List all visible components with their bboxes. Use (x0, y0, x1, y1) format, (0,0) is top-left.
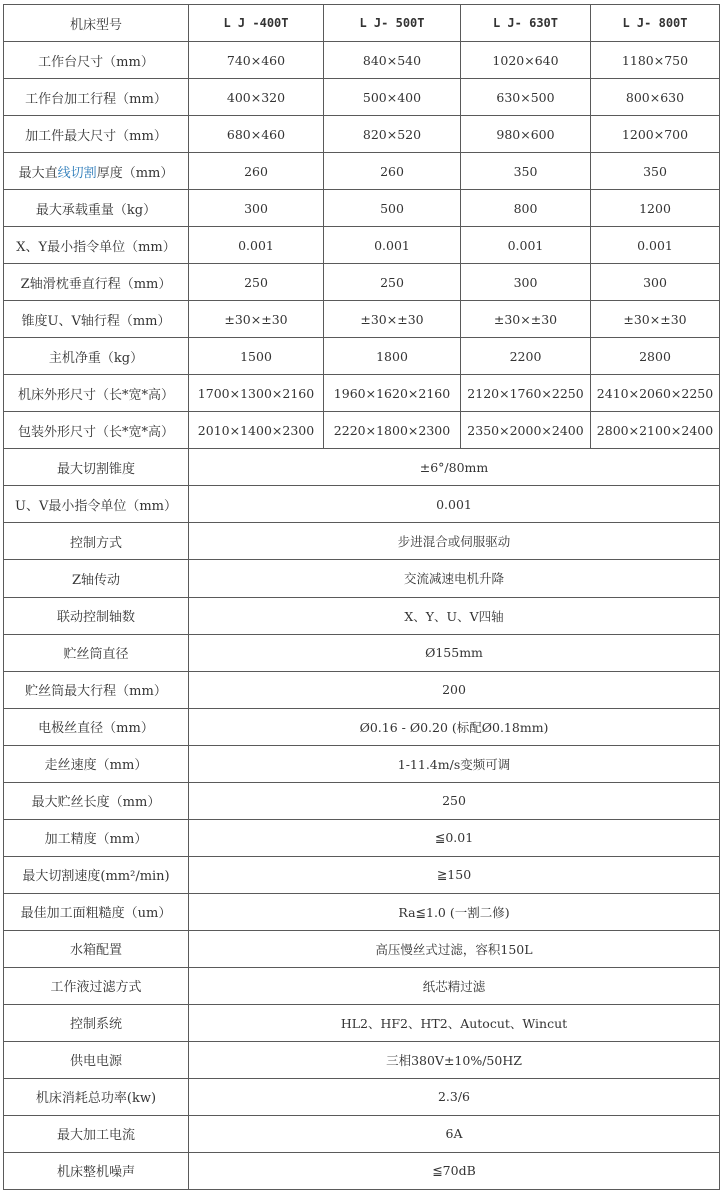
table-row (4, 893, 720, 930)
value-cell: 500×400 (324, 79, 461, 116)
value-cell: 300 (461, 264, 591, 301)
row-label: 走丝速度（mm） (4, 745, 189, 782)
value-cell: 0.001 (324, 227, 461, 264)
value-cell: 1020×640 (461, 42, 591, 79)
row-label: 主机净重（kg） (4, 338, 189, 375)
table-row (4, 42, 720, 79)
merged-value-cell: 高压慢丝式过滤，容积150L (189, 930, 720, 967)
table-row (4, 708, 720, 745)
merged-value-cell: 步进混合或伺服驱动 (189, 523, 720, 560)
value-cell: 800 (461, 190, 591, 227)
header-cell: L J- 630T (461, 5, 591, 42)
value-cell: 350 (591, 153, 720, 190)
value-cell: 2800 (591, 338, 720, 375)
row-label: U、V最小指令单位（mm） (4, 486, 189, 523)
wire-cut-link[interactable]: 线切割 (57, 165, 97, 181)
row-label: 最大承载重量（kg） (4, 190, 189, 227)
row-label: 加工件最大尺寸（mm） (4, 116, 189, 153)
value-cell: 2220×1800×2300 (324, 412, 461, 449)
table-row (4, 671, 720, 708)
value-cell: 0.001 (461, 227, 591, 264)
table-row (4, 412, 720, 449)
table-row (4, 745, 720, 782)
table-row (4, 967, 720, 1004)
value-cell: ±30×±30 (189, 301, 324, 338)
value-cell: 260 (324, 153, 461, 190)
value-cell: 680×460 (189, 116, 324, 153)
table-row (4, 301, 720, 338)
table-row (4, 449, 720, 486)
table-row (4, 375, 720, 412)
table-row (4, 819, 720, 856)
value-cell: 630×500 (461, 79, 591, 116)
merged-value-cell: 200 (189, 671, 720, 708)
table-row (4, 486, 720, 523)
value-cell: 840×540 (324, 42, 461, 79)
value-cell: 0.001 (189, 227, 324, 264)
row-label: 工作台加工行程（mm） (4, 79, 189, 116)
spec-table-body (4, 5, 720, 1190)
table-row (4, 338, 720, 375)
merged-value-cell: 2.3/6 (189, 1078, 720, 1115)
value-cell: 2120×1760×2250 (461, 375, 591, 412)
label-part: 厚度（mm） (96, 165, 174, 181)
row-label: 最大加工电流 (4, 1115, 189, 1152)
row-label: 加工精度（mm） (4, 819, 189, 856)
merged-value-cell: ≧150 (189, 856, 720, 893)
header-row (4, 5, 720, 42)
header-cell: 机床型号 (4, 5, 189, 42)
value-cell: ±30×±30 (324, 301, 461, 338)
value-cell: 500 (324, 190, 461, 227)
row-label: 最大切割速度(mm²/min) (4, 856, 189, 893)
merged-value-cell: Ra≦1.0 (一割二修) (189, 893, 720, 930)
value-cell: 400×320 (189, 79, 324, 116)
value-cell: 2010×1400×2300 (189, 412, 324, 449)
value-cell: 1800 (324, 338, 461, 375)
merged-value-cell: 1-11.4m/s变频可调 (189, 745, 720, 782)
value-cell: 2410×2060×2250 (591, 375, 720, 412)
merged-value-cell: 交流减速电机升降 (189, 560, 720, 597)
table-row (4, 1115, 720, 1152)
table-row (4, 190, 720, 227)
value-cell: 250 (324, 264, 461, 301)
row-label: 机床消耗总功率(kw) (4, 1078, 189, 1115)
row-label: 锥度U、V轴行程（mm） (4, 301, 189, 338)
value-cell: 2200 (461, 338, 591, 375)
row-label: 包装外形尺寸（长*宽*高） (4, 412, 189, 449)
row-label: 水箱配置 (4, 930, 189, 967)
merged-value-cell: 纸芯精过滤 (189, 967, 720, 1004)
merged-value-cell: 三相380V±10%/50HZ (189, 1041, 720, 1078)
table-row (4, 523, 720, 560)
row-label (4, 153, 189, 190)
table-row (4, 1078, 720, 1115)
table-row (4, 116, 720, 153)
row-label: 最佳加工面粗糙度（um） (4, 893, 189, 930)
value-cell: 300 (591, 264, 720, 301)
merged-value-cell: 250 (189, 782, 720, 819)
row-label: 工作液过滤方式 (4, 967, 189, 1004)
row-label: 机床整机噪声 (4, 1152, 189, 1189)
table-row (4, 153, 720, 190)
value-cell: 820×520 (324, 116, 461, 153)
merged-value-cell: Ø0.16 - Ø0.20 (标配Ø0.18mm) (189, 708, 720, 745)
table-row (4, 1041, 720, 1078)
merged-value-cell: X、Y、U、V四轴 (189, 597, 720, 634)
row-label: 最大切割锥度 (4, 449, 189, 486)
merged-value-cell: ±6°/80mm (189, 449, 720, 486)
value-cell: 1960×1620×2160 (324, 375, 461, 412)
row-label: 控制系统 (4, 1004, 189, 1041)
header-cell: L J -400T (189, 5, 324, 42)
row-label: 供电电源 (4, 1041, 189, 1078)
merged-value-cell: HL2、HF2、HT2、Autocut、Wincut (189, 1004, 720, 1041)
value-cell: 1500 (189, 338, 324, 375)
row-label: 联动控制轴数 (4, 597, 189, 634)
row-label: 工作台尺寸（mm） (4, 42, 189, 79)
value-cell: 350 (461, 153, 591, 190)
row-label: X、Y最小指令单位（mm） (4, 227, 189, 264)
table-row (4, 79, 720, 116)
table-row (4, 560, 720, 597)
label-part: 最大直 (18, 165, 58, 181)
value-cell: 2800×2100×2400 (591, 412, 720, 449)
header-cell: L J- 800T (591, 5, 720, 42)
value-cell: 260 (189, 153, 324, 190)
value-cell: 1200 (591, 190, 720, 227)
value-cell: 1200×700 (591, 116, 720, 153)
value-cell: ±30×±30 (591, 301, 720, 338)
table-row (4, 856, 720, 893)
value-cell: 0.001 (591, 227, 720, 264)
merged-value-cell: ≦70dB (189, 1152, 720, 1189)
table-row (4, 227, 720, 264)
table-row (4, 264, 720, 301)
merged-value-cell: Ø155mm (189, 634, 720, 671)
row-label: 控制方式 (4, 523, 189, 560)
merged-value-cell: 0.001 (189, 486, 720, 523)
table-row (4, 597, 720, 634)
value-cell: 740×460 (189, 42, 324, 79)
value-cell: 1700×1300×2160 (189, 375, 324, 412)
value-cell: ±30×±30 (461, 301, 591, 338)
row-label: Z轴滑枕垂直行程（mm） (4, 264, 189, 301)
merged-value-cell: 6A (189, 1115, 720, 1152)
row-label: 最大贮丝长度（mm） (4, 782, 189, 819)
value-cell: 250 (189, 264, 324, 301)
row-label: 机床外形尺寸（长*宽*高） (4, 375, 189, 412)
value-cell: 2350×2000×2400 (461, 412, 591, 449)
value-cell: 300 (189, 190, 324, 227)
table-row (4, 634, 720, 671)
value-cell: 980×600 (461, 116, 591, 153)
value-cell: 1180×750 (591, 42, 720, 79)
table-row (4, 1152, 720, 1189)
row-label: Z轴传动 (4, 560, 189, 597)
header-cell: L J- 500T (324, 5, 461, 42)
table-row (4, 930, 720, 967)
table-row (4, 1004, 720, 1041)
spec-table (3, 4, 720, 1190)
merged-value-cell: ≦0.01 (189, 819, 720, 856)
row-label: 贮丝筒最大行程（mm） (4, 671, 189, 708)
table-row (4, 782, 720, 819)
row-label: 贮丝筒直径 (4, 634, 189, 671)
value-cell: 800×630 (591, 79, 720, 116)
row-label: 电极丝直径（mm） (4, 708, 189, 745)
